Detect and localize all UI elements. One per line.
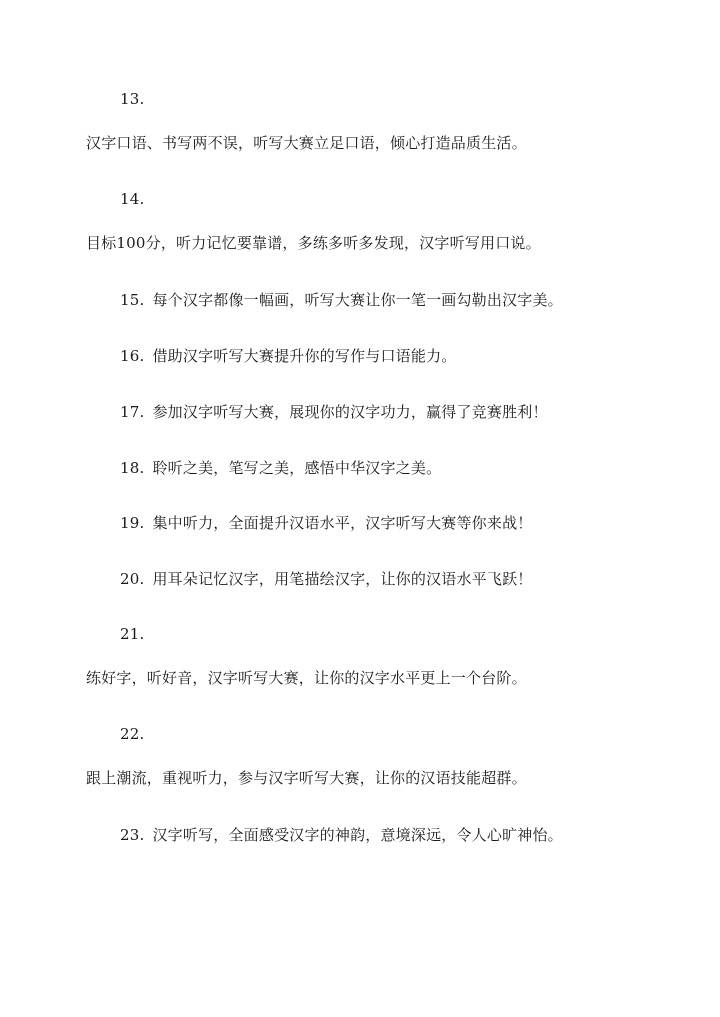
item-text: 汉字口语、书写两不误，听写大赛立足口语，倾心打造品质生活。 xyxy=(86,134,527,152)
item-number: 19. xyxy=(120,514,145,532)
list-item xyxy=(120,513,532,533)
item-text: 练好字，听好音，汉字听写大赛，让你的汉字水平更上一个台阶。 xyxy=(86,669,527,687)
item-text: 每个汉字都像一幅画，听写大赛让你一笔一画勾勒出汉字美。 xyxy=(152,291,563,309)
item-text: 集中听力，全面提升汉语水平，汉字听写大赛等你来战！ xyxy=(152,514,533,532)
item-text: 跟上潮流，重视听力，参与汉字听写大赛，让你的汉语技能超群。 xyxy=(86,769,527,787)
item-number: 17. xyxy=(120,403,145,421)
item-number: 14. xyxy=(120,190,145,208)
list-item xyxy=(120,290,563,310)
list-item xyxy=(120,346,456,366)
item-number: 18. xyxy=(120,459,145,477)
list-item xyxy=(120,402,548,422)
item-number: 15. xyxy=(120,291,145,309)
item-number: 21. xyxy=(120,625,145,643)
list-item xyxy=(120,458,441,478)
item-text: 目标100分，听力记忆要靠谱，多练多听多发现，汉字听写用口说。 xyxy=(86,234,541,252)
item-number: 22. xyxy=(120,725,145,743)
item-number: 16. xyxy=(120,347,145,365)
item-text: 用耳朵记忆汉字，用笔描绘汉字，让你的汉语水平飞跃！ xyxy=(152,570,533,588)
item-text: 汉字听写，全面感受汉字的神韵，意境深远，令人心旷神怡。 xyxy=(152,826,563,844)
item-text: 聆听之美，笔写之美，感悟中华汉字之美。 xyxy=(152,459,442,477)
item-text: 借助汉字听写大赛提升你的写作与口语能力。 xyxy=(152,347,457,365)
item-number: 23. xyxy=(120,826,145,844)
item-text: 参加汉字听写大赛，展现你的汉字功力，赢得了竞赛胜利！ xyxy=(152,403,548,421)
item-number: 13. xyxy=(120,90,145,108)
list-item xyxy=(120,825,563,845)
list-item xyxy=(120,569,532,589)
item-number: 20. xyxy=(120,570,145,588)
